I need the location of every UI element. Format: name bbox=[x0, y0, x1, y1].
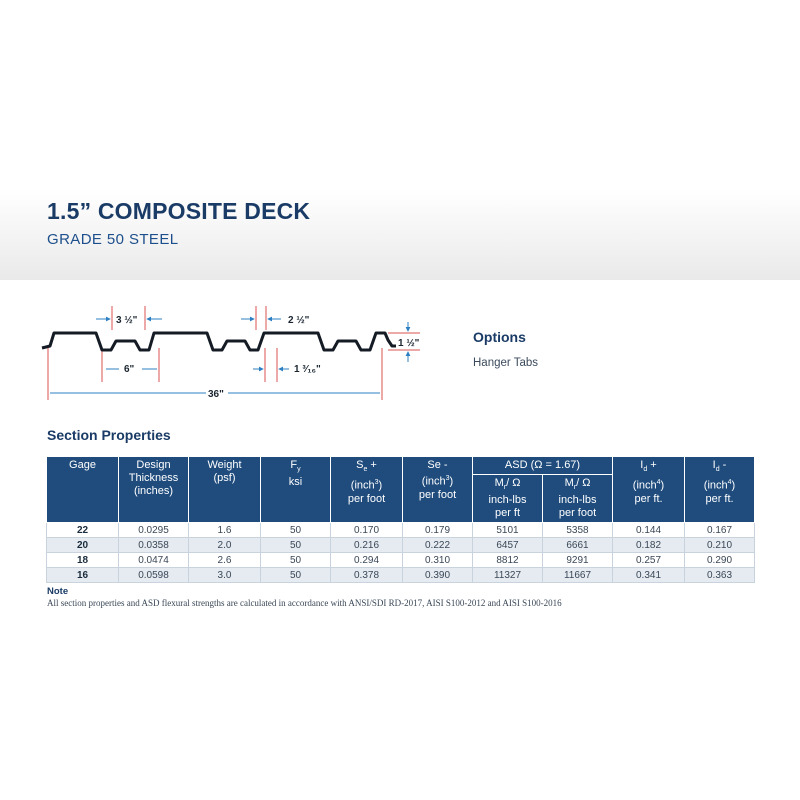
dim-top-left-label: 3 ½" bbox=[116, 315, 138, 326]
col-header-gage: Gage bbox=[47, 457, 119, 523]
dim-pitch-label: 6" bbox=[124, 364, 135, 375]
col-header-se-neg: Se - (inch$^3$) per foot bbox=[403, 457, 473, 523]
col-header-thickness: Design Thickness (inches) bbox=[119, 457, 189, 523]
dim-bottom-flange-label: 1 ³⁄₁₆" bbox=[294, 364, 321, 375]
page-title: 1.5” COMPOSITE DECK bbox=[47, 198, 311, 224]
options-item-hanger-tabs: Hanger Tabs bbox=[473, 357, 538, 369]
dim-cover-label: 36" bbox=[208, 389, 224, 400]
extension-lines bbox=[48, 306, 420, 400]
col-header-se-pos: $S_e$ + (inch$^3$) per foot bbox=[331, 457, 403, 523]
dimension-arrows bbox=[50, 319, 408, 393]
section-properties-title: Section Properties bbox=[47, 427, 171, 443]
page-subtitle: GRADE 50 STEEL bbox=[47, 231, 179, 248]
options-title: Options bbox=[473, 329, 526, 345]
dim-height-label: 1 ½" bbox=[398, 338, 420, 349]
note-title: Note bbox=[47, 586, 69, 597]
table-row: 20 0.0358 2.0 50 0.216 0.222 6457 6661 0.182 0.210 bbox=[47, 538, 755, 553]
col-header-mr-pos: $M_r/$ Ω inch-lbs per ft bbox=[473, 475, 543, 523]
dim-top-right-label: 2 ½" bbox=[288, 315, 310, 326]
col-header-fy: $F_y$ ksi bbox=[261, 457, 331, 523]
table-row: 22 0.0295 1.6 50 0.170 0.179 5101 5358 0.144 0.167 bbox=[47, 523, 755, 538]
deck-profile-diagram bbox=[36, 300, 436, 410]
note-text: All section properties and ASD flexural strengths are calculated in accordance with ANSI/SDI RD-2017, AISI S100-2012 and AISI S100-2016 bbox=[47, 598, 562, 608]
col-header-weight: Weight (psf) bbox=[189, 457, 261, 523]
col-header-mr-neg: $M_r/$ Ω inch-lbs per foot bbox=[543, 475, 613, 523]
deck-profile-line bbox=[42, 333, 396, 350]
col-header-id-pos: $I_d$ + (inch$^4$) per ft. bbox=[613, 457, 685, 523]
table-row: 18 0.0474 2.6 50 0.294 0.310 8812 9291 0.257 0.290 bbox=[47, 553, 755, 568]
col-header-asd: ASD (Ω = 1.67) bbox=[473, 457, 613, 475]
section-properties-table bbox=[46, 456, 755, 583]
table-row: 16 0.0598 3.0 50 0.378 0.390 11327 11667 0.341 0.363 bbox=[47, 568, 755, 583]
col-header-id-neg: $I_d$ - (inch$^4$) per ft. bbox=[685, 457, 755, 523]
